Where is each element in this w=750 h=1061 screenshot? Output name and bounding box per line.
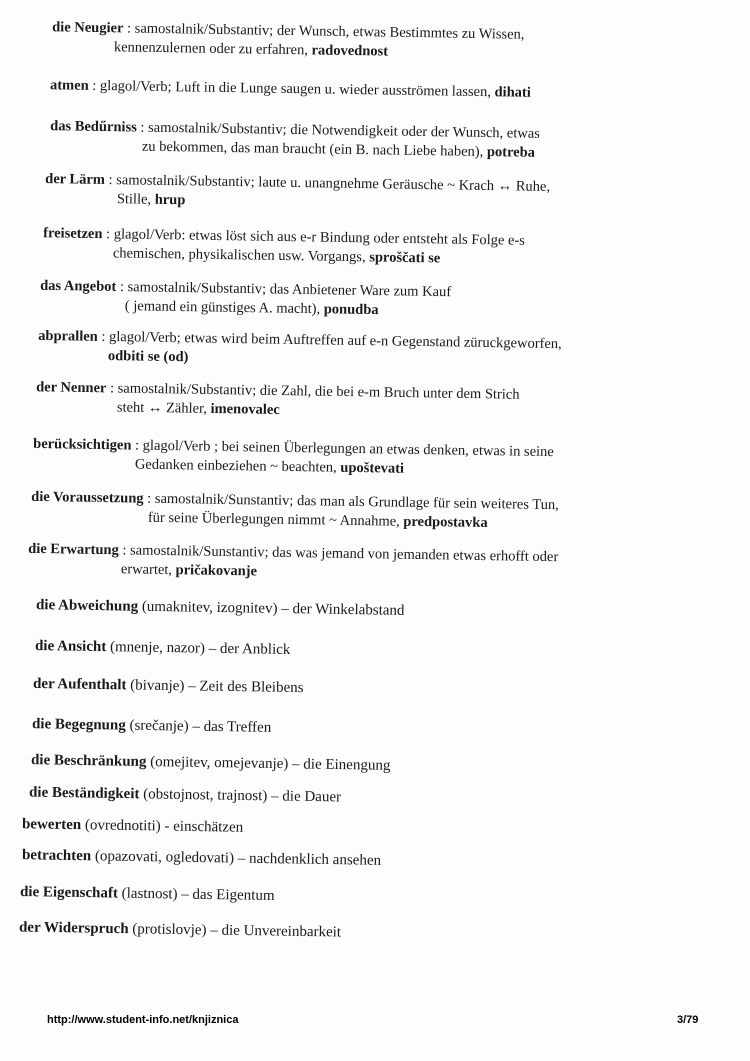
entry-translation: potreba xyxy=(486,144,536,161)
entry xyxy=(50,117,540,163)
synonym-item xyxy=(32,716,272,737)
synonym-text: (srečanje) – das Treffen xyxy=(125,717,272,736)
entry-term: das Bedűrniss xyxy=(50,118,137,136)
entry-translation: hrup xyxy=(154,191,186,209)
entry xyxy=(45,170,550,216)
synonym-term: die Ansicht xyxy=(34,637,107,656)
synonym-item xyxy=(29,785,341,807)
entry-definition-cont: erwartet, xyxy=(120,561,176,579)
synonym-term: die Begegnung xyxy=(31,716,126,734)
footer-url[interactable]: http://www.student-info.net/knjiznica xyxy=(47,1014,239,1026)
entry xyxy=(50,76,531,103)
entry-term: die Erwartung xyxy=(28,540,119,559)
entry-definition: : glagol/Verb: etwas löst sich aus e-r Bindung oder entsteht als Folge e-s xyxy=(102,226,526,249)
synonym-text: (opazovati, ogledovati) – nachdenklich ansehen xyxy=(91,848,382,869)
entry-term: freisetzen xyxy=(43,225,103,243)
entry-term: abprallen xyxy=(38,327,98,345)
entry-definition-cont: Gedanken einbeziehen ~ beachten, xyxy=(134,456,341,476)
synonym-item xyxy=(31,752,391,775)
entry-definition: : samostalnik/Substantiv; die Notwendigkeit oder der Wunsch, etwas xyxy=(136,119,540,142)
entry-term: berücksichtigen xyxy=(33,435,132,454)
entry-definition: : samostalnik/Sunstantiv; das man als Grundlage für sein weiteres Tun, xyxy=(143,490,559,514)
entry xyxy=(31,488,559,534)
synonym-item xyxy=(22,816,243,836)
entry-definition-cont: steht ↔ Zähler, xyxy=(116,399,211,417)
entry-definition: : glagol/Verb; etwas wird beim Auftreffen auf e-n Gegenstand züruckgeworfen, xyxy=(97,328,562,353)
synonym-item xyxy=(35,638,291,659)
synonym-term: die Abweichung xyxy=(35,597,139,615)
entry-translation: predpostavka xyxy=(403,513,488,532)
entry-term: die Neugier xyxy=(52,19,124,37)
entry-definition: : glagol/Verb; Luft in die Lunge saugen u. wieder ausströmen lassen, xyxy=(88,77,495,101)
entry xyxy=(36,378,520,424)
synonym-term: die Eigenschaft xyxy=(19,884,119,902)
entry-term: atmen xyxy=(49,77,89,94)
synonym-text: (protislovje) – die Unvereinbarkeit xyxy=(128,921,342,941)
entry xyxy=(28,540,559,586)
entry-definition: : samostalnik/Substantiv; das Anbietener Ware zum Kauf xyxy=(116,278,452,301)
entry xyxy=(33,435,554,481)
entry xyxy=(38,327,562,373)
synonym-term: betrachten xyxy=(21,847,92,865)
entry-definition: : samostalnik/Substantiv; die Zahl, die bei e-m Bruch unter dem Strich xyxy=(106,380,520,403)
synonym-item xyxy=(33,676,304,697)
entry-definition: : samostalnik/Substantiv; laute u. unangnehme Geräusche ~ Krach ↔ Ruhe, xyxy=(104,171,551,195)
entry-translation: radovednost xyxy=(311,42,389,60)
synonym-item xyxy=(36,597,405,620)
entry-term: die Voraussetzung xyxy=(31,488,144,507)
entry-term: das Angebot xyxy=(40,277,117,295)
entry-definition-cont: ( jemand ein günstiges A. macht), xyxy=(124,298,324,318)
entry-definition: : samostalnik/Sunstantiv; das was jemand von jemanden etwas erhofft oder xyxy=(118,542,559,566)
synonym-term: der Widerspruch xyxy=(18,919,129,938)
synonym-item xyxy=(20,884,275,905)
entry-translation: odbiti se (od) xyxy=(107,347,189,366)
entry xyxy=(43,224,525,270)
synonym-text: (umaknitev, izognitev) – der Winkelabstand xyxy=(138,598,405,619)
entry xyxy=(52,18,525,63)
entry-translation: sproščati se xyxy=(369,249,441,267)
entry-definition-cont: chemischen, physikalischen usw. Vorgangs, xyxy=(112,245,370,266)
synonym-text: (obstojnost, trajnost) – die Dauer xyxy=(139,786,342,806)
entry-definition: : samostalnik/Substantiv; der Wunsch, etwas Bestimmtes zu Wissen, xyxy=(123,20,525,43)
entry-translation: upoštevati xyxy=(340,459,405,477)
synonym-text: (bivanje) – Zeit des Bleibens xyxy=(126,677,304,697)
synonym-term: die Beschränkung xyxy=(30,752,147,770)
entry xyxy=(40,277,452,321)
synonym-term: der Aufenthalt xyxy=(32,675,127,694)
synonym-item xyxy=(22,847,381,870)
synonym-item xyxy=(19,919,341,941)
synonym-text: (omejitev, omejevanje) – die Einengung xyxy=(146,753,391,774)
entry-definition-cont: zu bekommen, das man braucht (ein B. nach Liebe haben), xyxy=(141,138,488,161)
entry-definition: : glagol/Verb ; bei seinen Überlegungen an etwas denken, etwas in seine xyxy=(131,437,554,461)
entry-translation: dihati xyxy=(494,84,531,101)
synonym-text: (ovrednotiti) - einschätzen xyxy=(81,817,244,836)
entry-definition-cont: kennenzulernen oder zu erfahren, xyxy=(113,39,312,59)
entry-definition-cont: Stille, xyxy=(116,191,155,208)
entry-translation: pričakovanje xyxy=(175,562,258,580)
entry-term: der Nenner xyxy=(36,379,107,397)
entry-term: der Lärm xyxy=(45,171,106,188)
entry-translation: ponudba xyxy=(323,301,379,319)
page-number: 3/79 xyxy=(677,1014,699,1026)
synonym-text: (mnenje, nazor) – der Anblick xyxy=(106,639,291,659)
entry-definition-cont: für seine Überlegungen nimmt ~ Annahme, xyxy=(147,509,404,530)
entry-translation: imenovalec xyxy=(210,400,280,419)
synonym-term: die Beständigkeit xyxy=(28,784,140,803)
synonym-text: (lastnost) – das Eigentum xyxy=(117,885,275,904)
synonym-term: bewerten xyxy=(21,816,82,834)
